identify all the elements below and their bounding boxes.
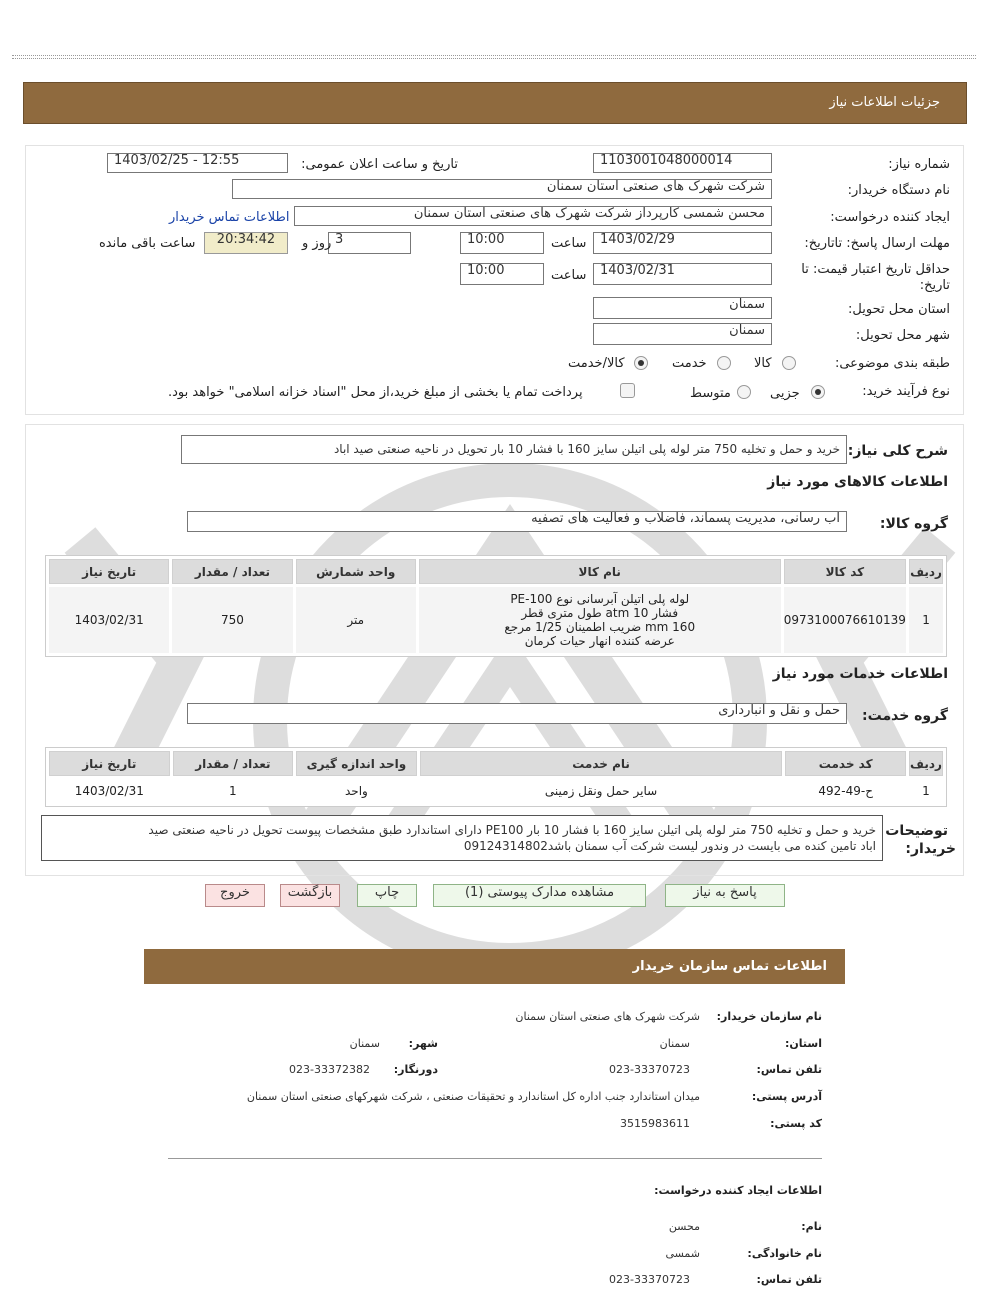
category-option-goods-service: کالا/خدمت	[568, 356, 625, 371]
table-row	[49, 779, 943, 803]
requester-phone-label: تلفن تماس:	[756, 1273, 822, 1286]
service-group-label: گروه خدمت:	[862, 708, 948, 724]
buyer-notes-field	[41, 815, 883, 861]
remaining-label: ساعت باقی مانده	[99, 236, 196, 251]
goods-group-label: گروه کالا:	[879, 516, 948, 532]
requester-title: اطلاعات ایجاد کننده درخواست:	[654, 1184, 822, 1197]
need-number-label: شماره نیاز:	[888, 157, 950, 172]
need-number-field[interactable]: 1103001048000014	[593, 153, 772, 173]
service-unit: واحد	[296, 779, 417, 803]
remaining-time-field: 20:34:42	[204, 232, 288, 254]
goods-code: 0973100076610139	[784, 587, 906, 653]
validity-date-field[interactable]: 1403/02/31	[593, 263, 772, 285]
service-date: 1403/02/31	[49, 779, 170, 803]
contact-city: سمنان	[349, 1037, 380, 1050]
exit-button[interactable]: خروج	[205, 884, 265, 907]
province-label: استان محل تحویل:	[848, 302, 950, 317]
goods-qty: 750	[172, 587, 292, 653]
contact-address: میدان استاندارد جنب اداره کل استاندارد و تحقیقات صنعتی ، شرکت شهرکهای صنعتی استان سمنان	[246, 1090, 700, 1103]
announce-field[interactable]: 1403/02/25 - 12:55	[107, 153, 288, 173]
service-code: ح-49-492	[785, 779, 906, 803]
goods-col-qty: تعداد / مقدار	[172, 559, 292, 584]
contact-province-label: استان:	[785, 1037, 822, 1050]
contact-org: شرکت شهرک های صنعتی استان سمنان	[515, 1010, 700, 1023]
contact-postal: 3515983611	[620, 1117, 690, 1130]
service-col-code: کد خدمت	[785, 751, 906, 776]
requester-phone: 023-33370723	[609, 1273, 690, 1286]
service-row-number: 1	[909, 779, 943, 803]
deadline-time-label: ساعت	[551, 236, 587, 251]
summary-label: شرح کلی نیاز:	[847, 443, 948, 459]
creator-label: ایجاد کننده درخواست:	[830, 210, 950, 225]
goods-col-date: تاریخ نیاز	[49, 559, 169, 584]
buyer-notes-line: خرید و حمل و تخلیه 750 متر لوله پلی اتیلن سایز 160 با فشار 10 بار PE100 دارای استاندارد طبق مشخصات پیوست تحویل در ناحیه صنعتی صید	[148, 823, 876, 837]
treasury-note: پرداخت تمام یا بخشی از مبلغ خرید،از محل "اسناد خزانه اسلامی" خواهد بود.	[168, 385, 583, 400]
service-name: سایر حمل ونقل زمینی	[420, 779, 783, 803]
contact-org-label: نام سازمان خریدار:	[716, 1010, 822, 1023]
deadline-time-field[interactable]: 10:00	[460, 232, 544, 254]
treasury-checkbox[interactable]	[620, 383, 635, 398]
days-label: روز و	[302, 236, 332, 251]
buyer-org-label: نام دستگاه خریدار:	[847, 183, 950, 198]
service-col-row: ردیف	[909, 751, 943, 776]
service-qty: 1	[173, 779, 294, 803]
requester-name-label: نام:	[801, 1220, 822, 1233]
contact-divider	[168, 1158, 822, 1159]
goods-name-line: 160 mm ضریب اطمینان 1/25 مرجع	[504, 620, 696, 634]
goods-section-title: اطلاعات کالاهای مورد نیاز	[767, 474, 948, 490]
page-header	[23, 82, 967, 124]
goods-table-header	[49, 559, 943, 584]
goods-name-line: لوله پلی اتیلن آبرسانی نوع PE-100	[510, 592, 690, 606]
contact-phone: 023-33370723	[609, 1063, 690, 1076]
category-radio-goods[interactable]	[782, 356, 796, 370]
goods-col-row: ردیف	[909, 559, 943, 584]
validity-label-2: تاریخ:	[919, 278, 950, 293]
services-section-title: اطلاعات خدمات مورد نیاز	[772, 666, 948, 682]
category-option-service: خدمت	[672, 356, 707, 371]
city-field[interactable]: سمنان	[593, 323, 772, 345]
notes-label-line2: خریدار:	[905, 841, 956, 857]
contact-phone-label: تلفن تماس:	[756, 1063, 822, 1076]
announce-label: تاریخ و ساعت اعلان عمومی:	[301, 157, 458, 172]
goods-col-unit: واحد شمارش	[296, 559, 416, 584]
goods-name	[419, 587, 781, 653]
category-radio-goods-service[interactable]	[634, 356, 648, 370]
process-radio-medium[interactable]	[737, 385, 751, 399]
province-field[interactable]: سمنان	[593, 297, 772, 319]
buyer-contact-link[interactable]: اطلاعات تماس خریدار	[169, 210, 290, 225]
contact-postal-label: کد پستی:	[770, 1117, 822, 1130]
reply-button[interactable]: پاسخ به نیاز	[665, 884, 785, 907]
contact-title: اطلاعات تماس سازمان خریدار	[632, 959, 827, 974]
goods-col-code: کد کالا	[784, 559, 906, 584]
contact-city-label: شهر:	[408, 1037, 438, 1050]
process-radio-minor[interactable]	[811, 385, 825, 399]
requester-family-label: نام خانوادگی:	[747, 1247, 822, 1260]
goods-date: 1403/02/31	[49, 587, 169, 653]
top-divider	[12, 55, 976, 59]
contact-fax: 023-33372382	[289, 1063, 370, 1076]
service-group-field: حمل و نقل و انبارداری	[187, 703, 847, 724]
contact-province: سمنان	[659, 1037, 690, 1050]
goods-col-name: نام کالا	[419, 559, 781, 584]
service-col-name: نام خدمت	[420, 751, 783, 776]
contact-header	[144, 949, 845, 984]
goods-unit: متر	[296, 587, 416, 653]
service-col-date: تاریخ نیاز	[49, 751, 170, 776]
buyer-org-field[interactable]: شرکت شهرک های صنعتی استان سمنان	[232, 179, 772, 199]
contact-fax-label: دورنگار:	[393, 1063, 438, 1076]
services-table-header	[49, 751, 943, 776]
contact-address-label: آدرس پستی:	[751, 1090, 822, 1103]
goods-group-field: آب رسانی، مدیریت پسماند، فاضلاب و فعالیت های تصفیه	[187, 511, 847, 532]
process-option-minor: جزیی	[770, 386, 800, 401]
goods-name-line: فشار 10 atm طول متری قطر	[521, 606, 679, 620]
category-label: طبقه بندی موضوعی:	[834, 356, 950, 371]
requester-name: محسن	[668, 1220, 700, 1233]
service-col-qty: تعداد / مقدار	[173, 751, 294, 776]
deadline-label: مهلت ارسال پاسخ: تاتاریخ:	[804, 236, 950, 251]
back-button[interactable]: بازگشت	[280, 884, 340, 907]
process-option-medium: متوسط	[690, 386, 731, 401]
table-row	[49, 587, 943, 653]
city-label: شهر محل تحویل:	[855, 328, 950, 343]
days-field[interactable]: 3	[328, 232, 411, 254]
summary-field: خرید و حمل و تخلیه 750 متر لوله پلی اتیلن سایز 160 با فشار 10 بار تحویل در ناحیه صنعتی صید اباد	[181, 435, 847, 464]
requester-family: شمسی	[665, 1247, 700, 1260]
notes-label-line1: توضیحات	[885, 823, 948, 839]
validity-time-label: ساعت	[551, 268, 587, 283]
category-radio-service[interactable]	[717, 356, 731, 370]
validity-time-field[interactable]: 10:00	[460, 263, 544, 285]
validity-label-1: حداقل تاریخ اعتبار قیمت: تا	[801, 262, 950, 277]
view-attachments-button[interactable]: مشاهده مدارک پیوستی (1)	[433, 884, 646, 907]
process-label: نوع فرآیند خرید:	[862, 384, 950, 399]
creator-field[interactable]: محسن شمسی کارپرداز شرکت شهرک های صنعتی استان سمنان	[294, 206, 772, 226]
goods-table	[45, 555, 947, 657]
deadline-date-field[interactable]: 1403/02/29	[593, 232, 772, 254]
goods-row-number: 1	[909, 587, 943, 653]
service-col-unit: واحد اندازه گیری	[296, 751, 417, 776]
category-option-goods: کالا	[754, 356, 772, 371]
goods-name-line: عرضه کننده انهار حیات کرمان	[524, 634, 675, 648]
buyer-notes-line: اباد تامین کنده می بایست در وندور لیست شرکت آب سمنان باشد09124314802	[463, 839, 876, 853]
page-title: جزئیات اطلاعات نیاز	[829, 95, 940, 110]
services-table	[45, 747, 947, 807]
print-button[interactable]: چاپ	[357, 884, 417, 907]
